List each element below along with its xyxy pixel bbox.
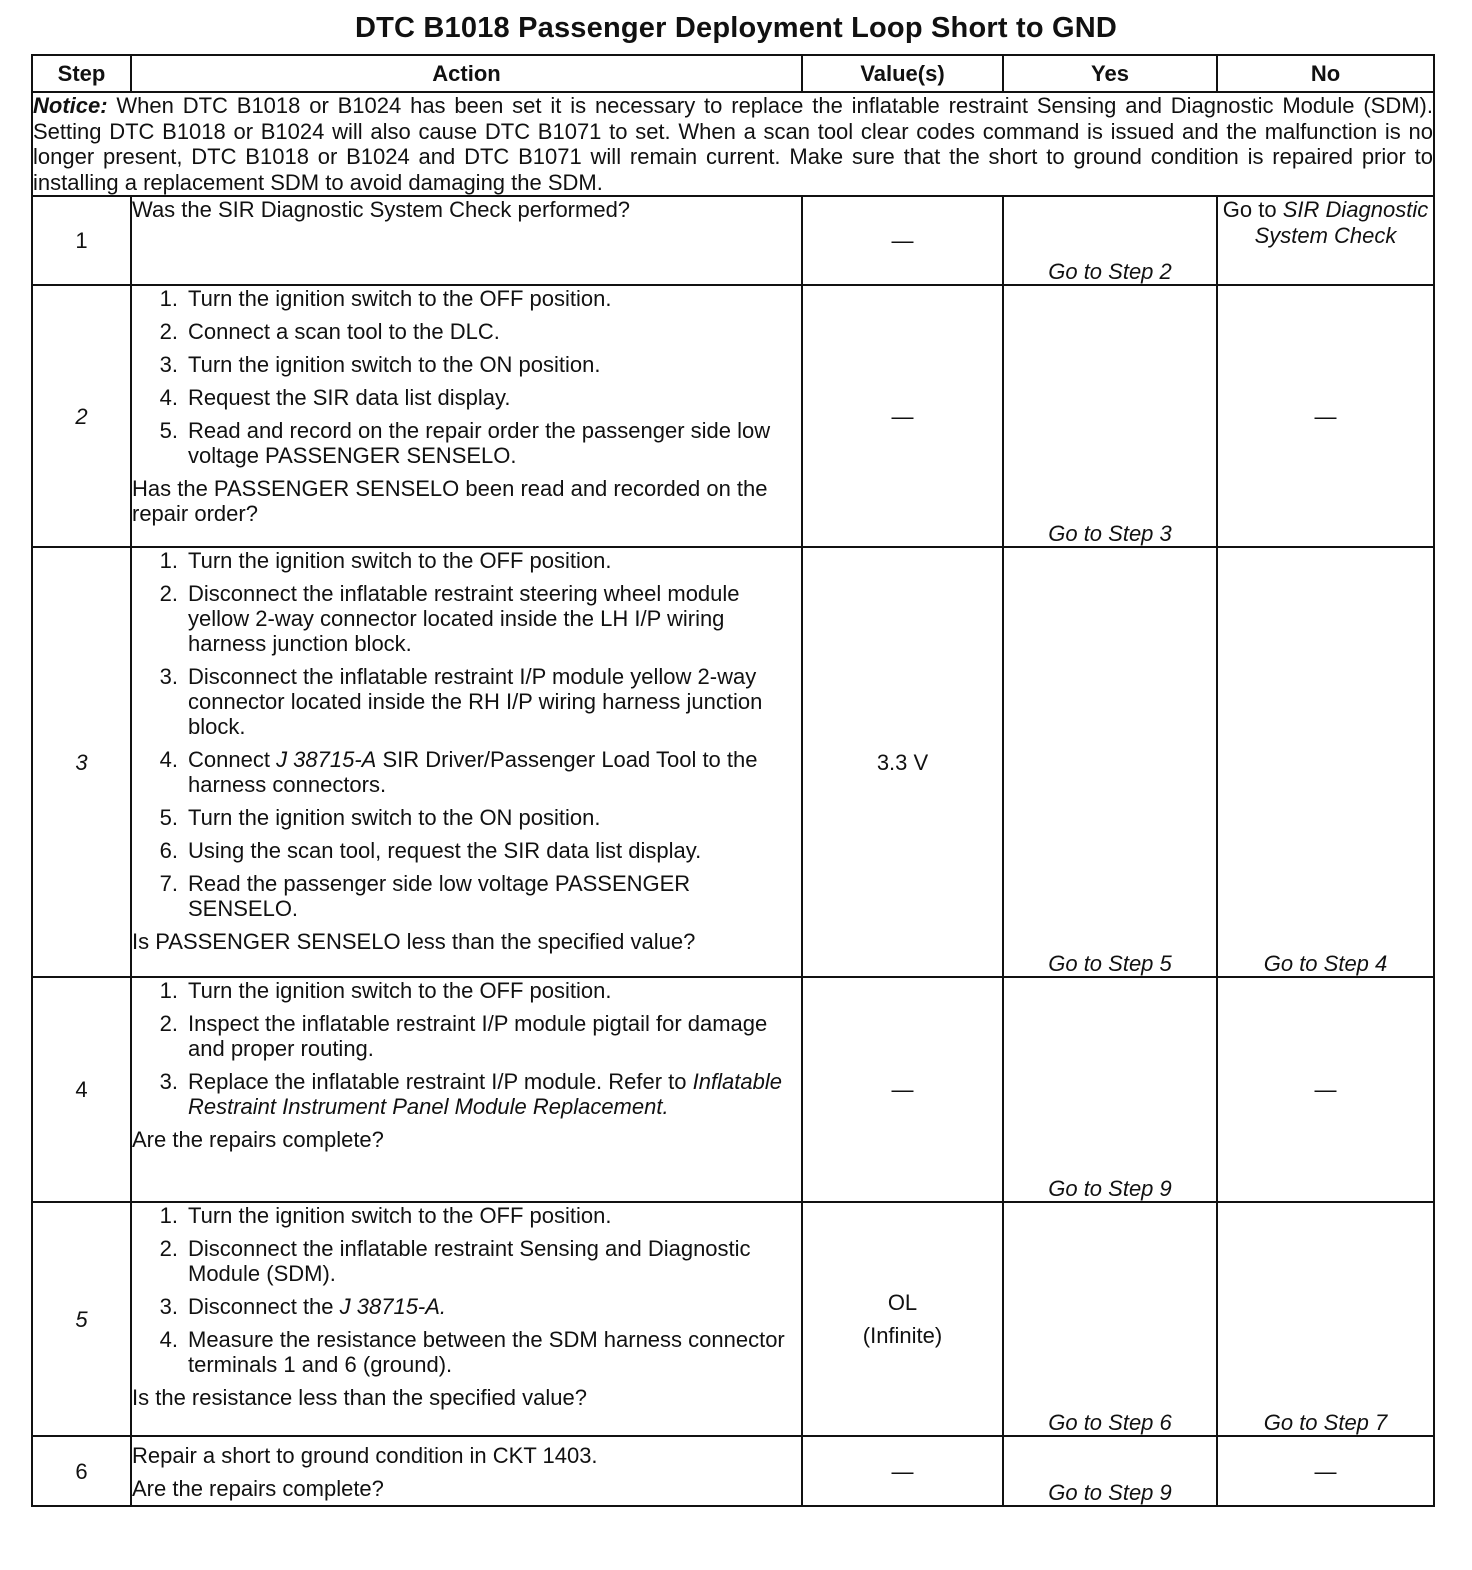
list-item xyxy=(132,871,801,921)
action-cell xyxy=(131,547,802,977)
item-number: 4. xyxy=(159,1327,178,1352)
item-text: Turn the ignition switch to the OFF position. xyxy=(188,1203,612,1228)
action-cell xyxy=(131,285,802,547)
step-number: 5 xyxy=(32,1202,131,1436)
table-row xyxy=(32,196,1434,285)
item-number: 1. xyxy=(159,1203,178,1228)
step-question: Are the repairs complete? xyxy=(132,1127,384,1152)
item-number: 4. xyxy=(159,385,178,410)
item-number: 3. xyxy=(159,664,178,689)
step-instructions xyxy=(132,286,801,476)
value-line: (Infinite) xyxy=(862,1323,943,1348)
step-instructions xyxy=(132,1203,801,1385)
item-text: Using the scan tool, request the SIR data list display. xyxy=(188,838,702,863)
item-text xyxy=(188,1294,801,1319)
item-text: Inspect the inflatable restraint I/P module pigtail for damage and proper routing. xyxy=(188,1011,768,1061)
item-text: Connect a scan tool to the DLC. xyxy=(188,319,500,344)
action-cell xyxy=(131,977,802,1202)
item-number: 3. xyxy=(159,352,178,377)
table-row xyxy=(32,547,1434,977)
step-question: Are the repairs complete? xyxy=(132,1476,384,1501)
item-number: 1. xyxy=(159,548,178,573)
action-cell xyxy=(131,1436,802,1506)
item-text: Read and record on the repair order the passenger side low voltage PASSENGER SENSELO. xyxy=(188,418,771,468)
step-number: 4 xyxy=(32,977,131,1202)
item-number: 5. xyxy=(159,805,178,830)
tool-reference: J 38715-A xyxy=(276,747,377,772)
step-question: Was the SIR Diagnostic System Check performed? xyxy=(132,197,631,222)
no-cell: — xyxy=(1217,285,1434,547)
no-cell: — xyxy=(1217,1436,1434,1506)
list-item xyxy=(132,1236,801,1286)
list-item xyxy=(132,978,801,1003)
item-text: Turn the ignition switch to the OFF position. xyxy=(188,978,612,1003)
item-text: Disconnect the inflatable restraint I/P module yellow 2-way connector located inside the RH I/P wiring harness junction block. xyxy=(188,664,763,739)
list-item xyxy=(132,1203,801,1228)
value-cell: — xyxy=(802,196,1003,285)
item-text: Turn the ignition switch to the OFF position. xyxy=(188,286,612,311)
header-values: Value(s) xyxy=(802,55,1003,92)
list-item xyxy=(132,664,801,739)
no-cell: Go to Step 7 xyxy=(1217,1202,1434,1436)
item-number: 3. xyxy=(159,1294,178,1319)
action-cell xyxy=(131,1202,802,1436)
item-text: Read the passenger side low voltage PASSENGER SENSELO. xyxy=(188,871,691,921)
item-number: 1. xyxy=(159,978,178,1003)
yes-cell: Go to Step 9 xyxy=(1003,1436,1217,1506)
no-cell: — xyxy=(1217,977,1434,1202)
no-prefix: Go to xyxy=(1222,197,1277,222)
item-text-part: Disconnect the xyxy=(188,1294,340,1319)
list-item xyxy=(132,352,801,377)
list-item xyxy=(132,286,801,311)
value-cell: — xyxy=(802,1436,1003,1506)
diagnostic-table xyxy=(31,54,1435,1507)
item-number: 2. xyxy=(159,1011,178,1036)
notice xyxy=(32,92,1434,196)
header-step: Step xyxy=(32,55,131,92)
item-text-part: Connect xyxy=(188,747,277,772)
item-text: Request the SIR data list display. xyxy=(188,385,511,410)
table-row xyxy=(32,1436,1434,1506)
list-item xyxy=(132,805,801,830)
header-no: No xyxy=(1217,55,1434,92)
yes-cell: Go to Step 3 xyxy=(1003,285,1217,547)
step-number: 6 xyxy=(32,1436,131,1506)
list-item xyxy=(132,747,801,797)
list-item xyxy=(132,385,801,410)
list-item xyxy=(132,1011,801,1061)
no-reference: SIR Diagnostic System Check xyxy=(1254,197,1429,248)
item-text xyxy=(188,747,801,797)
item-number: 5. xyxy=(159,418,178,443)
table-row xyxy=(32,1202,1434,1436)
notice-text: When DTC B1018 or B1024 has been set it is necessary to replace the inflatable restraint Sensing and Diagnostic Module (SDM). Setting DTC B1018 or B1024 will also cause DTC B1071 to set. When a scan tool clear codes command is issued and the malfunction is no longer present, DTC B1018 or B1024 and DTC B1071 will remain current. Make sure that the short to ground condition is repaired prior to installing a replacement SDM to avoid damaging the SDM. xyxy=(33,93,1433,195)
step-question: Is PASSENGER SENSELO less than the specified value? xyxy=(132,929,696,954)
item-number: 3. xyxy=(159,1069,178,1094)
item-text-part: Replace the inflatable restraint I/P module. Refer to xyxy=(188,1069,693,1094)
header-row xyxy=(32,55,1434,92)
list-item xyxy=(132,418,801,468)
header-yes: Yes xyxy=(1003,55,1217,92)
list-item xyxy=(132,1327,801,1377)
action-cell xyxy=(131,196,802,285)
no-cell: Go to Step 4 xyxy=(1217,547,1434,977)
item-text: Measure the resistance between the SDM harness connector terminals 1 and 6 (ground). xyxy=(188,1327,785,1377)
step-instruction: Repair a short to ground condition in CKT 1403. xyxy=(132,1443,598,1468)
value-cell: — xyxy=(802,285,1003,547)
item-text: Turn the ignition switch to the OFF position. xyxy=(188,548,612,573)
item-number: 2. xyxy=(159,319,178,344)
step-instructions xyxy=(132,978,801,1127)
yes-cell: Go to Step 2 xyxy=(1003,196,1217,285)
yes-cell: Go to Step 6 xyxy=(1003,1202,1217,1436)
value-line: OL xyxy=(887,1290,918,1315)
item-text: Turn the ignition switch to the ON position. xyxy=(188,805,601,830)
item-text: Disconnect the inflatable restraint Sensing and Diagnostic Module (SDM). xyxy=(188,1236,751,1286)
notice-label: Notice: xyxy=(33,93,108,118)
item-text-part: SIR Driver/Passenger Load Tool to the harness connectors. xyxy=(188,747,758,797)
item-number: 7. xyxy=(159,871,178,896)
list-item xyxy=(132,838,801,863)
procedure-reference: Inflatable Restraint Instrument Panel Module Replacement. xyxy=(188,1069,782,1119)
table-row xyxy=(32,977,1434,1202)
header-action: Action xyxy=(131,55,802,92)
list-item xyxy=(132,1069,801,1119)
list-item xyxy=(132,1294,801,1319)
item-number: 2. xyxy=(159,1236,178,1261)
item-text xyxy=(188,1069,801,1119)
yes-cell: Go to Step 5 xyxy=(1003,547,1217,977)
list-item xyxy=(132,581,801,656)
step-number: 1 xyxy=(32,196,131,285)
notice-row xyxy=(32,92,1434,196)
value-cell: 3.3 V xyxy=(802,547,1003,977)
item-number: 4. xyxy=(159,747,178,772)
page-title: DTC B1018 Passenger Deployment Loop Short to GND xyxy=(354,12,1118,44)
step-question: Is the resistance less than the specified value? xyxy=(132,1385,587,1410)
step-number: 2 xyxy=(32,285,131,547)
value-cell: — xyxy=(802,977,1003,1202)
list-item xyxy=(132,548,801,573)
step-question: Has the PASSENGER SENSELO been read and recorded on the repair order? xyxy=(132,476,768,526)
item-text: Turn the ignition switch to the ON position. xyxy=(188,352,601,377)
item-number: 1. xyxy=(159,286,178,311)
item-text: Disconnect the inflatable restraint steering wheel module yellow 2-way connector located inside the LH I/P wiring harness junction block. xyxy=(188,581,740,656)
tool-reference: J 38715-A. xyxy=(339,1294,447,1319)
no-cell xyxy=(1217,196,1434,285)
item-number: 6. xyxy=(159,838,178,863)
step-instructions xyxy=(132,548,801,929)
list-item xyxy=(132,319,801,344)
value-cell xyxy=(802,1202,1003,1436)
yes-cell: Go to Step 9 xyxy=(1003,977,1217,1202)
step-number: 3 xyxy=(32,547,131,977)
item-number: 2. xyxy=(159,581,178,606)
table-row xyxy=(32,285,1434,547)
